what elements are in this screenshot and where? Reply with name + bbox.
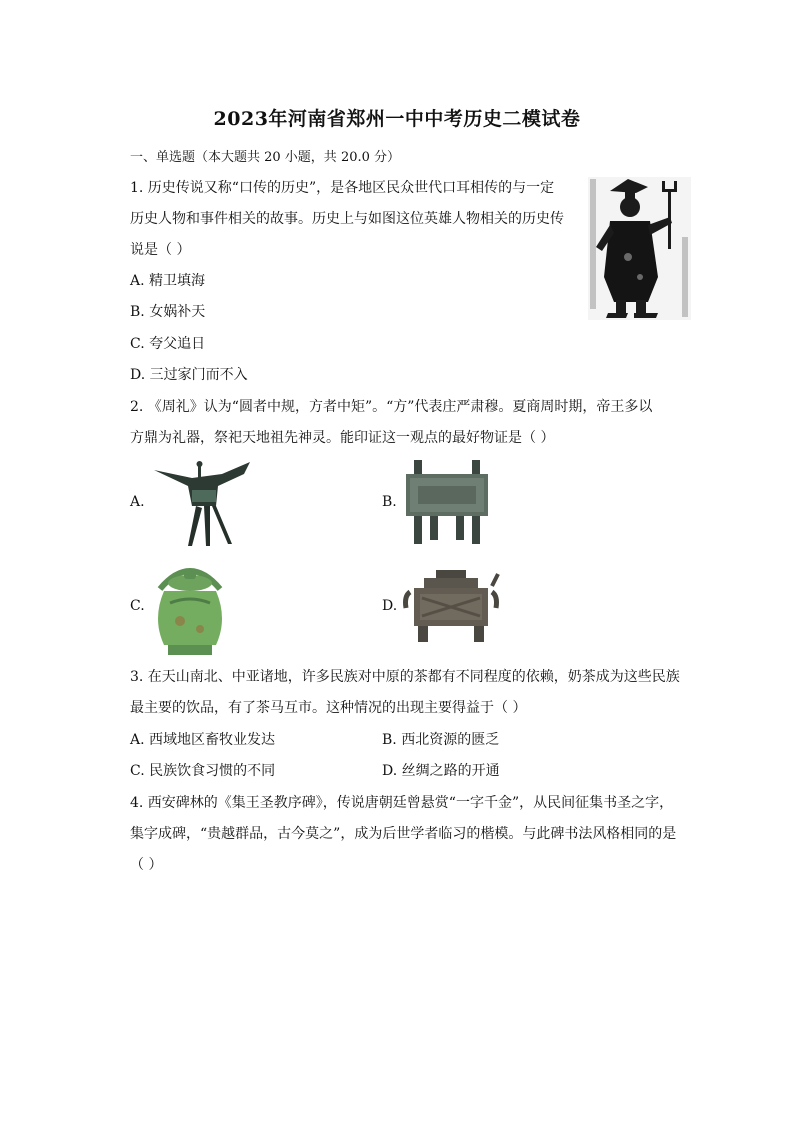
q3-option-c[interactable]: C. 民族饮食习惯的不同 — [130, 763, 276, 779]
q1-option-d[interactable]: D. 三过家门而不入 — [130, 367, 248, 383]
q1-line-2: 历史人物和事件相关的故事。历史上与如图这位英雄人物相关的历史传 — [130, 211, 564, 227]
page-title: 2023年河南省郑州一中中考历史二模试卷 — [213, 108, 581, 130]
green-you-vessel-image[interactable] — [150, 559, 230, 659]
square-ding-image[interactable] — [404, 458, 490, 546]
q3-line-2: 最主要的饮品，有了茶马互市。这种情况的出现主要得益于（ ） — [130, 700, 527, 716]
q1-option-c[interactable]: C. 夸父追日 — [130, 336, 206, 352]
square-lidded-vessel-image[interactable] — [402, 568, 500, 644]
q2-line-1: 2. 《周礼》认为“圆者中规，方者中矩”。“方”代表庄严肃穆。夏商周时期，帝王多以 — [130, 399, 653, 415]
q2-option-b-label[interactable]: B. — [382, 494, 397, 510]
q2-option-a-label[interactable]: A. — [130, 494, 145, 510]
q3-option-a[interactable]: A. 西域地区畜牧业发达 — [130, 732, 276, 748]
q2-option-c-label[interactable]: C. — [130, 598, 145, 614]
q3-option-d[interactable]: D. 丝绸之路的开通 — [382, 763, 500, 779]
section-heading: 一、单选题（本大题共 20 小题，共 20.0 分） — [130, 150, 401, 165]
q1-option-b[interactable]: B. 女娲补天 — [130, 304, 206, 320]
q1-option-a[interactable]: A. 精卫填海 — [130, 273, 206, 289]
q1-line-3: 说是（ ） — [130, 242, 191, 258]
q1-line-1: 1. 历史传说又称“口传的历史”，是各地区民众世代口耳相传的与一定 — [130, 180, 555, 196]
q4-line-3: （ ） — [130, 857, 163, 873]
hero-rubbing-image — [588, 177, 691, 320]
q4-line-2: 集字成碑，“贵越群品，古今莫之”，成为后世学者临习的楷模。与此碑书法风格相同的是 — [130, 826, 677, 842]
q2-line-2: 方鼎为礼器，祭祀天地祖先神灵。能印证这一观点的最好物证是（ ） — [130, 430, 555, 446]
q2-option-d-label[interactable]: D. — [382, 598, 398, 614]
q3-line-1: 3. 在天山南北、中亚诸地，许多民族对中原的茶都有不同程度的依赖，奶茶成为这些民族 — [130, 669, 680, 685]
bronze-jue-image[interactable] — [152, 460, 252, 548]
q3-option-b[interactable]: B. 西北资源的匮乏 — [382, 732, 500, 748]
q4-line-1: 4. 西安碑林的《集王圣教序碑》，传说唐朝廷曾悬赏“一字千金”，从民间征集书圣之字， — [130, 795, 674, 811]
